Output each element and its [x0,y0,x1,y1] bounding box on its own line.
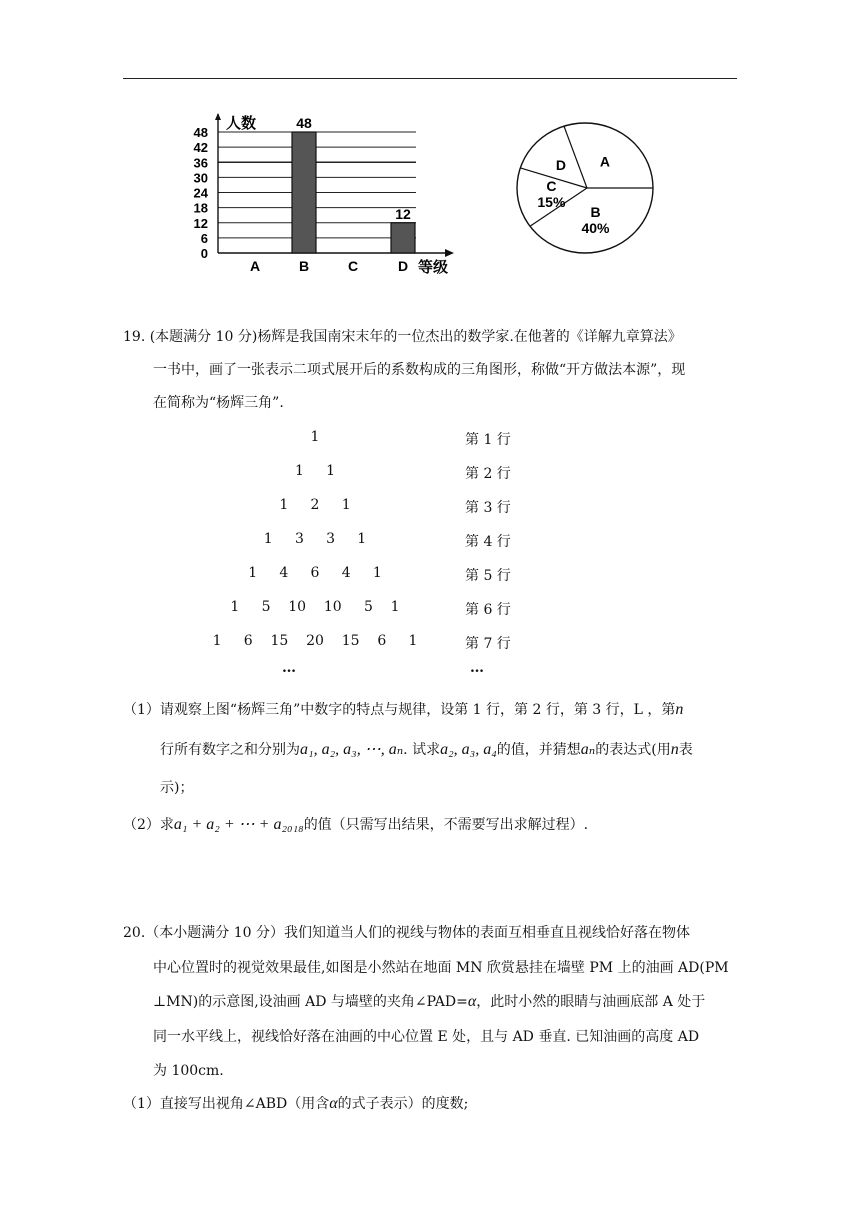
triangle-row [200,565,560,585]
q19-part1-text-a: （1）请观察上图“杨辉三角”中数字的特点与规律，设第 1 行，第 2 行，第 3 行，L ，第 [123,702,676,718]
q19-part2-text-b: 的值（只需写出结果，不需要写出求解过程）. [303,817,589,833]
pie-chart [510,118,660,263]
q20-line3 [153,992,705,1012]
pie-percent-C: 15% [537,194,566,211]
triangle-row-numbers: 1 2 1 [279,497,351,513]
q20-part1-text-b: 的式子表示）的度数; [337,1096,469,1112]
triangle-row [200,599,560,619]
pie-label-B: B [590,203,601,220]
triangle-row-label: 第 7 行 [465,636,511,652]
triangle-row-numbers: 1 [310,429,320,445]
bar-category-label: C [347,258,359,274]
bar-data-label: 48 [296,115,312,131]
math-alpha: α [467,993,477,1010]
triangle-row-numbers: 1 5 10 10 5 1 [230,599,400,615]
q19-line3: 在简称为“杨辉三角”. [153,395,284,411]
bar-chart-xlabel: 等级 [418,259,449,276]
triangle-row [200,497,560,517]
triangle-row-label: 第 4 行 [465,534,511,550]
q19-part1-line2 [160,740,693,760]
math-alpha-2: α [329,1095,338,1112]
triangle-dots-right: … [470,660,484,676]
q20-line2: 中心位置时的视觉效果最佳,如图是小然站在地面 MN 欣赏悬挂在墙壁 PM 上的油画 AD(PM [153,960,729,976]
triangle-row [200,633,560,653]
triangle-row-numbers: 1 4 6 4 1 [248,565,382,581]
bar-ytick-label: 12 [193,215,208,231]
triangle-row-label: 第 5 行 [465,568,511,584]
bar-ytick-label: 0 [200,246,208,261]
q19-part1-text-b2: . 试求 [403,742,441,758]
q20-line3-text-a: ⊥MN)的示意图,设油画 AD 与墙壁的夹角∠PAD= [153,994,468,1010]
q19-part1-line3: 示)； [160,780,194,796]
bar-data-label: 12 [395,205,411,222]
bar-B [292,132,316,253]
triangle-row-label: 第 6 行 [465,602,511,618]
bar-category-label: B [298,258,310,274]
pie-label-C: C [546,178,557,195]
math-seq-a2-a4: a₂, a₃, a₄ [440,741,497,758]
triangle-dots-left: … [282,660,296,676]
q19-part1-text-b5: 表 [678,742,693,758]
bar-category-label: D [397,258,409,274]
pie-label-A: A [599,153,611,170]
bar-ytick-label: 30 [193,170,208,186]
triangle-row-numbers: 1 3 3 1 [263,531,367,547]
bar-chart-ylabel: 人数 [226,115,257,132]
q20-line5: 为 100cm. [153,1063,224,1079]
bar-ytick-label: 18 [193,200,208,216]
bar-y-axis-arrow [215,113,221,120]
q19-part1-text-b3: 的值，并猜想 [496,742,581,758]
bar-category-label: A [249,258,261,274]
q19-part2 [123,815,588,835]
math-an: aₙ [580,741,596,758]
math-sum-expr: a₁ + a₂ + ⋯ + a₂₀₁₈ [173,816,304,833]
triangle-row-label: 第 3 行 [465,500,511,516]
bar-chart [190,110,470,280]
q19-part1-text-b1: 行所有数字之和分别为 [160,742,300,758]
q19-part2-text-a: （2）求 [123,817,174,833]
q20-line4: 同一水平线上，视线恰好落在油画的中心位置 E 处，且与 AD 垂直. 已知油画的高度 AD [153,1029,700,1045]
bar-ytick-label: 48 [193,125,208,140]
triangle-row-numbers: 1 1 [294,463,336,479]
math-n-2: n [670,741,679,758]
q20-part1-text-a: （1）直接写出视角∠ABD（用含 [123,1096,330,1112]
q20-line1: 20.（本小题满分 10 分）我们知道当人们的视线与物体的表面互相垂直且视线恰好落在物体 [123,925,690,941]
bar-D [391,223,415,253]
bar-ytick-label: 36 [193,155,208,171]
q19-part1-line1 [123,700,683,720]
q20-line3-text-b: ，此时小然的眼睛与油画底部 A 处于 [476,994,706,1010]
triangle-row-label: 第 1 行 [465,432,511,448]
triangle-row [200,429,560,449]
bar-ytick-label: 42 [193,140,208,156]
pie-label-D: D [555,157,567,174]
triangle-row [200,531,560,551]
q19-part1-text-b4: 的表达式(用 [595,742,671,758]
q19-line2: 一书中，画了一张表示二项式展开后的系数构成的三角图形，称做“开方做法本源”，现 [153,362,686,378]
math-n: n [675,701,684,718]
triangle-row-numbers: 1 6 15 20 15 6 1 [212,633,418,649]
triangle-row-label: 第 2 行 [465,466,511,482]
triangle-row [200,463,560,483]
bar-ytick-label: 24 [193,185,208,201]
pie-percent-B: 40% [581,219,610,236]
q19-line1: 19. (本题满分 10 分)杨辉是我国南宋末年的一位杰出的数学家.在他著的《详解九章算法》 [123,329,682,345]
header-rule [123,78,737,79]
bar-ytick-label: 6 [200,230,208,246]
q20-part1 [123,1094,468,1114]
math-seq-a1-an: a₁, a₂, a₃, ⋯, aₙ [300,741,404,758]
bar-x-axis-arrow [445,249,454,257]
